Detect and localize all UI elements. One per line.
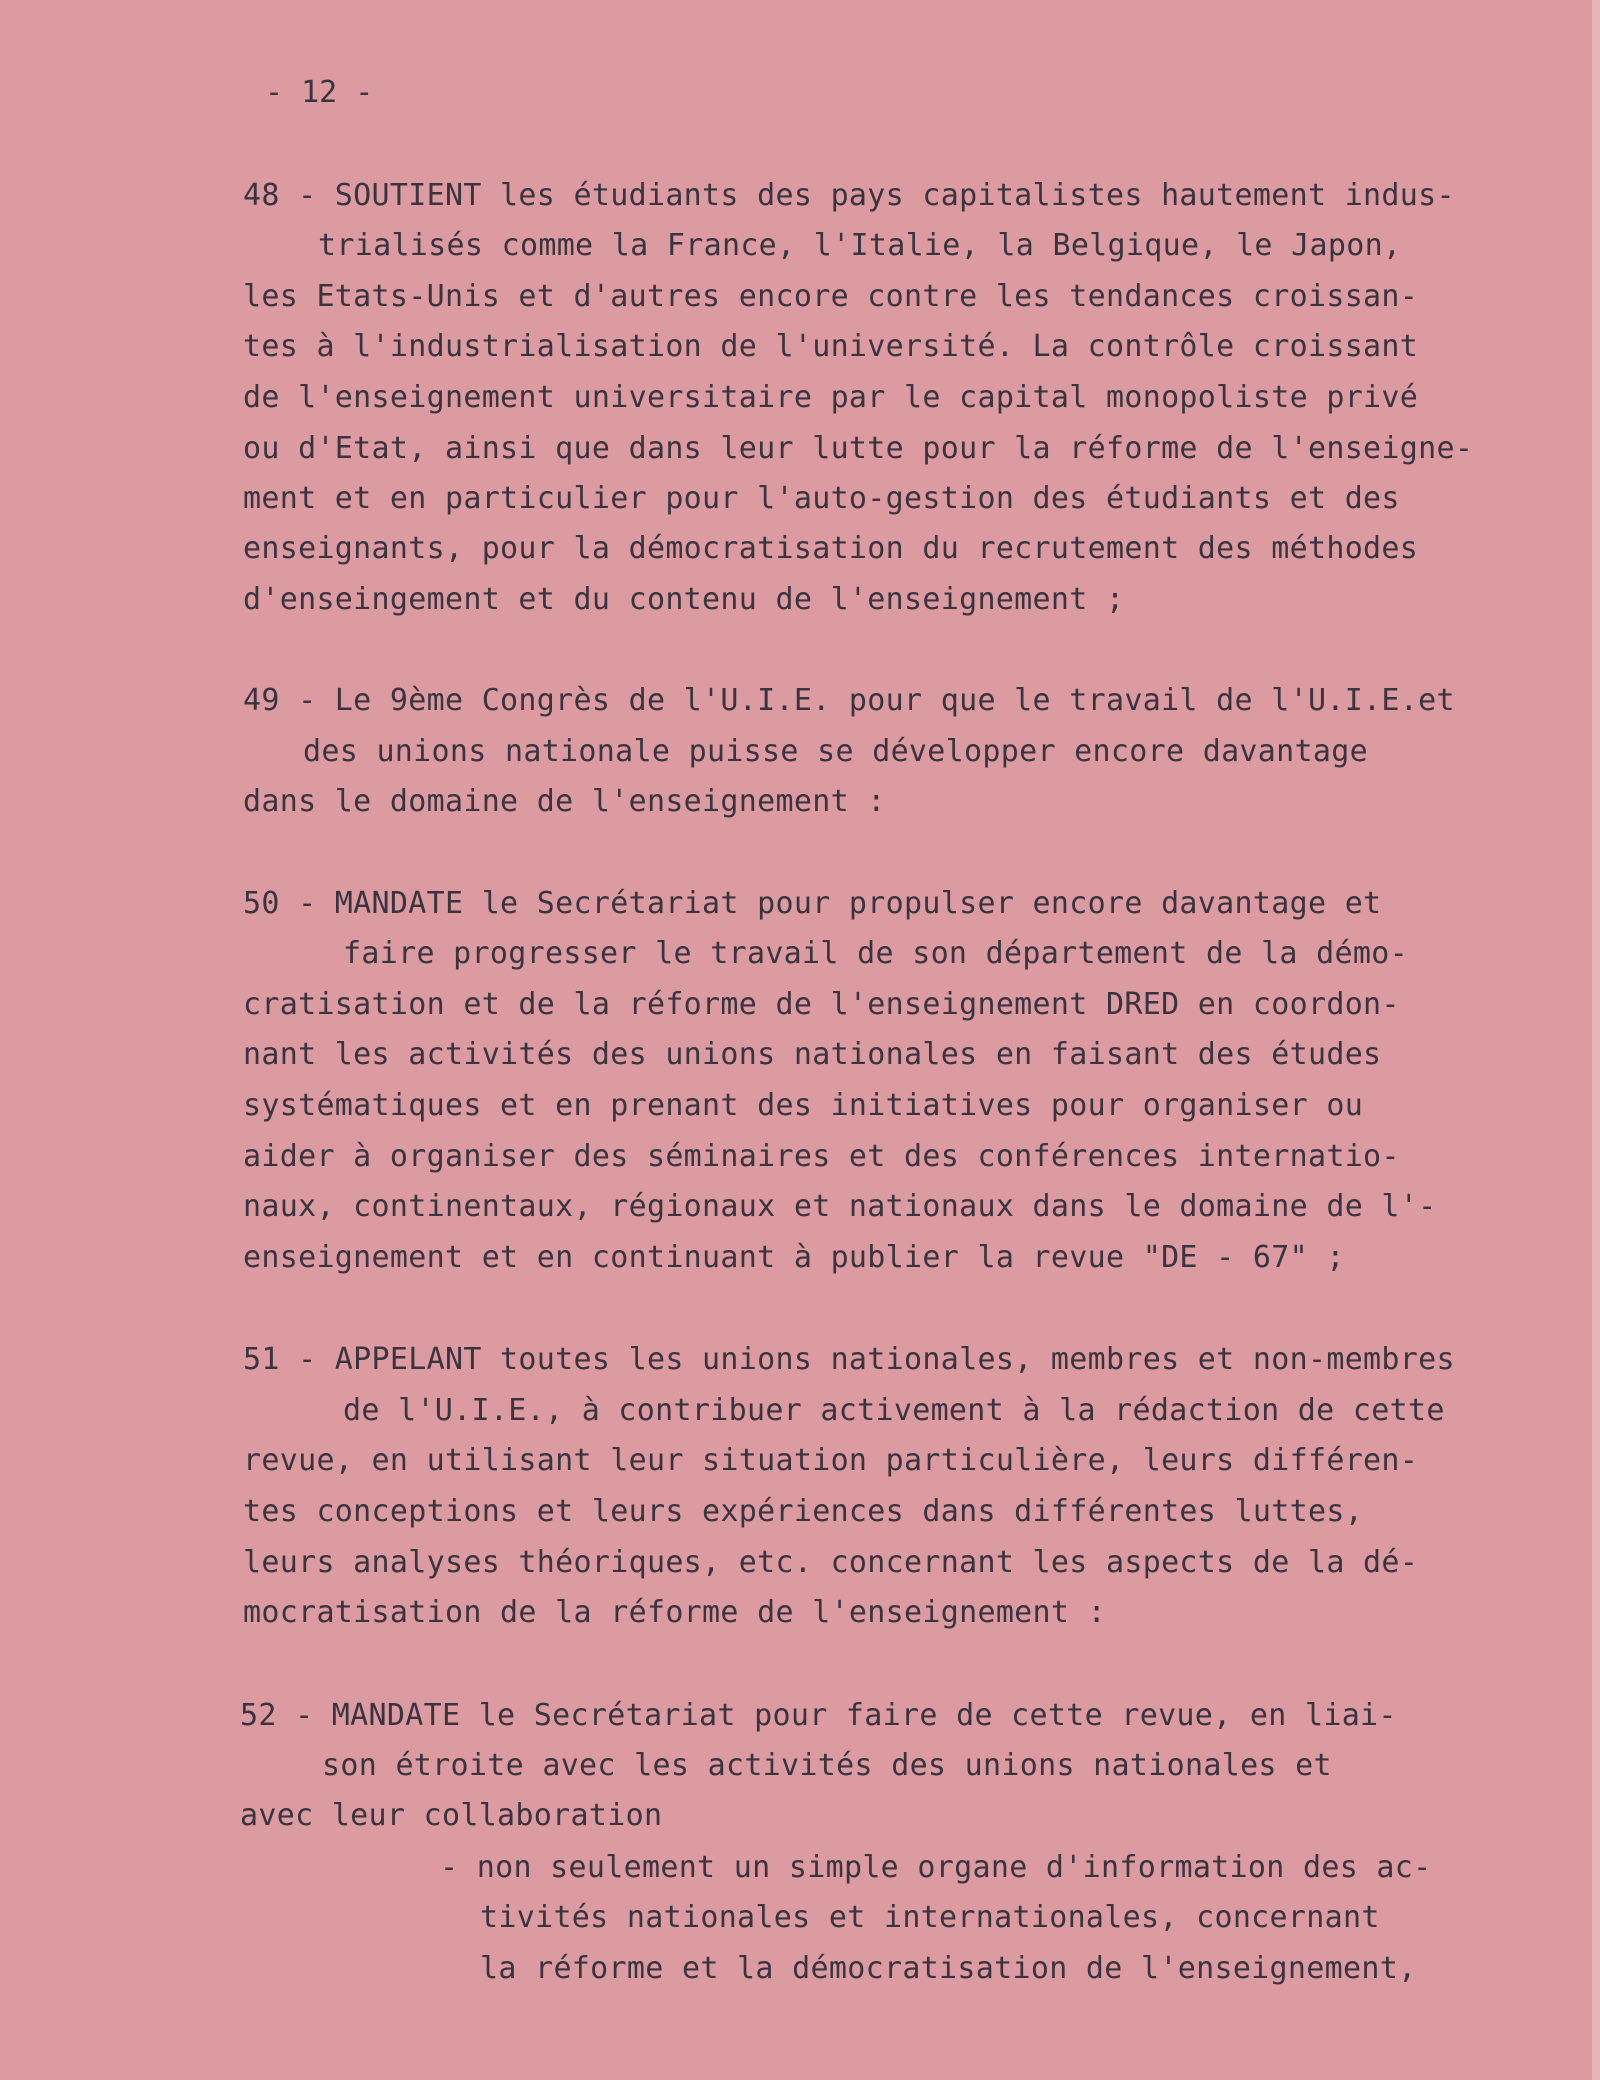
paragraph-52-line: son étroite avec les activités des unions nationales et (322, 1748, 1332, 1783)
paragraph-48-line: tes à l'industrialisation de l'université. La contrôle croissant (243, 329, 1419, 364)
paragraph-51-line: 51 - APPELANT toutes les unions nationales, membres et non-membres (243, 1342, 1455, 1377)
paragraph-48-line: trialisés comme la France, l'Italie, la Belgique, le Japon, (318, 228, 1402, 263)
paragraph-50-line: 50 - MANDATE le Secrétariat pour propulser encore davantage et (243, 886, 1382, 921)
paragraph-48-line: d'enseingement et du contenu de l'enseignement ; (243, 582, 1125, 617)
paragraph-51-line: de l'U.I.E., à contribuer activement à la rédaction de cette (343, 1393, 1445, 1428)
paragraph-51-line: revue, en utilisant leur situation particulière, leurs différen- (243, 1443, 1419, 1478)
paragraph-51-line: leurs analyses théoriques, etc. concernant les aspects de la dé- (243, 1545, 1419, 1580)
paragraph-52-line: avec leur collaboration (240, 1798, 663, 1833)
paragraph-51-line: tes conceptions et leurs expériences dans différentes luttes, (243, 1494, 1364, 1529)
paragraph-48-line: de l'enseignement universitaire par le capital monopoliste privé (243, 380, 1419, 415)
paragraph-50-line: nant les activités des unions nationales en faisant des études (243, 1037, 1382, 1072)
paragraph-50-line: aider à organiser des séminaires et des conférences internatio- (243, 1139, 1400, 1174)
paragraph-48-line: les Etats-Unis et d'autres encore contre les tendances croissan- (243, 279, 1419, 314)
paragraph-49-line: 49 - Le 9ème Congrès de l'U.I.E. pour que le travail de l'U.I.E.et (243, 683, 1455, 718)
paper-edge (1592, 0, 1600, 2080)
paragraph-48-line: enseignants, pour la démocratisation du recrutement des méthodes (243, 531, 1419, 566)
paragraph-50-line: faire progresser le travail de son département de la démo- (343, 936, 1408, 971)
page-number: - 12 - (265, 75, 374, 110)
paragraph-49-line: dans le domaine de l'enseignement : (243, 784, 886, 819)
paragraph-48-line: ment et en particulier pour l'auto-gestion des étudiants et des (243, 481, 1400, 516)
paragraph-50-line: naux, continentaux, régionaux et nationaux dans le domaine de l'- (243, 1189, 1437, 1224)
paragraph-52-line: la réforme et la démocratisation de l'enseignement, (480, 1951, 1417, 1986)
paragraph-52-line: - non seulement un simple organe d'information des ac- (440, 1850, 1432, 1885)
paragraph-50-line: systématiques et en prenant des initiatives pour organiser ou (243, 1088, 1364, 1123)
paragraph-48-line: ou d'Etat, ainsi que dans leur lutte pour la réforme de l'enseigne- (243, 431, 1474, 466)
paragraph-51-line: mocratisation de la réforme de l'enseignement : (243, 1595, 1106, 1630)
paragraph-50-line: cratisation et de la réforme de l'enseignement DRED en coordon- (243, 987, 1400, 1022)
paragraph-48-line: 48 - SOUTIENT les étudiants des pays capitalistes hautement indus- (243, 178, 1455, 213)
paragraph-52-line: tivités nationales et internationales, concernant (480, 1900, 1380, 1935)
paragraph-49-line: des unions nationale puisse se développer encore davantage (303, 734, 1368, 769)
paragraph-52-line: 52 - MANDATE le Secrétariat pour faire de cette revue, en liai- (240, 1698, 1397, 1733)
paragraph-50-line: enseignement et en continuant à publier la revue "DE - 67" ; (243, 1240, 1345, 1275)
